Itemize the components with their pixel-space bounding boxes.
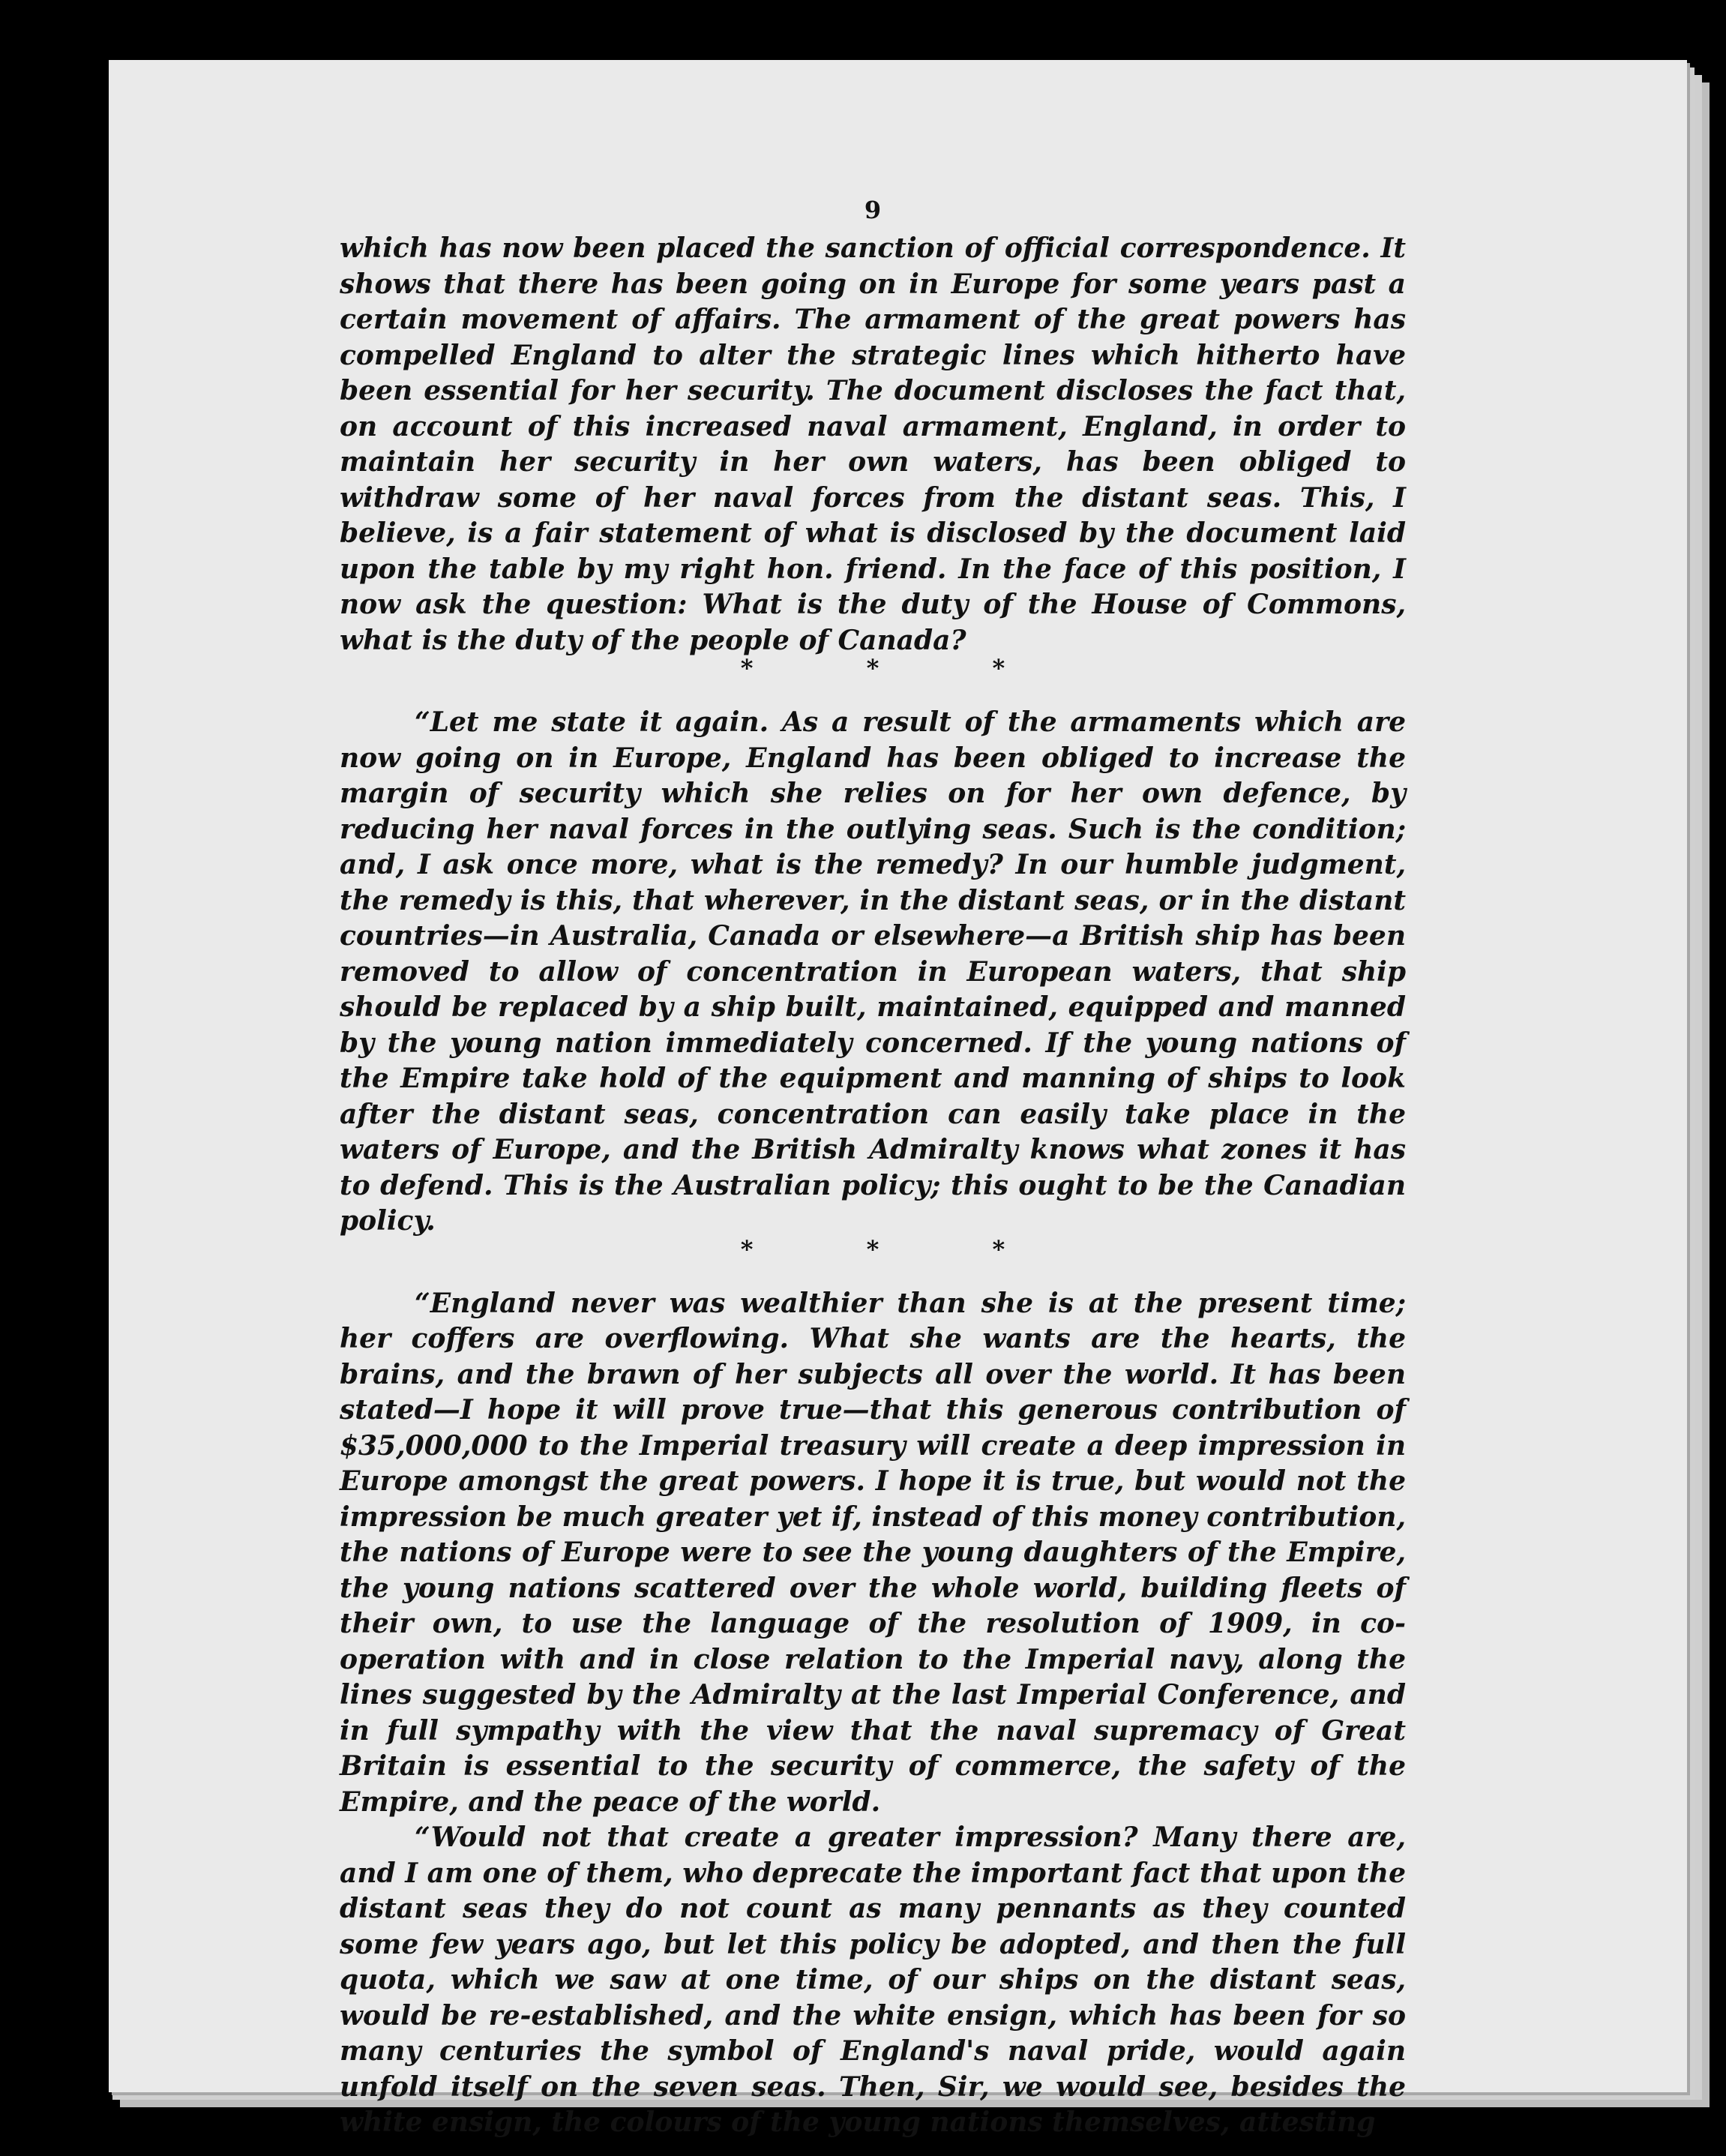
paragraph-4: “Would not that create a greater impression? Many there are, and I am one of them, who deprecate the important fact that upon the distant seas they do not count as many pennants as they counted some few years ago, but let this policy be adopted, and then the full quota, which we saw at one time, of our ships on the distant seas, would be re-established, and the white ensign, which has been for so many centuries the symbol of England's naval pride, would again unfold itself on the seven seas. Then, Sir, we would see, besides the white ensign, the colours of the young nations themselves, attesting [340,1822,1406,2138]
page-number: 9 [864,196,882,224]
paragraph-3: “England never was wealthier than she is at the present time; her coffers are overflowing. What she wants are the hearts, the brains, and the brawn of her subjects all over the world. It has been stated—I hope it will prove true—that this generous contribution of $35,000,000 to the Imperial treasury will create a deep impression in Europe amongst the great powers. I hope it is true, but would not the impression be much greater yet if, instead of this money contribution, the nations of Europe were to see the young daughters of the Empire, the young nations scattered over the whole world, building fleets of their own, to use the language of the resolution of 1909, in co-operation with and in close relation to the Imperial navy, along the lines suggested by the Admiralty at the last Imperial Conference, and in full sympathy with the view that the naval supremacy of Great Britain is essential to the security of commerce, the safety of the Empire, and the peace of the world. [340,1287,1406,1818]
paragraph-2: “Let me state it again. As a result of the armaments which are now going on in Europe, England has been obliged to increase the margin of security which she relies on for her own defence, by reducing her naval forces in the outlying seas. Such is the condition; and, I ask once more, what is the remedy? In our humble judgment, the remedy is this, that wherever, in the distant seas, or in the distant countries—in Australia, Canada or elsewhere—a British ship has been removed to allow of concentration in European waters, that ship should be replaced by a ship built, maintained, equipped and manned by the young nation immediately concerned. If the young nations of the Empire take hold of the equipment and manning of ships to look after the distant seas, concentration can easily take place in the waters of Europe, and the British Admiralty knows what zones it has to defend. This is the Australian policy; this ought to be the Canadian policy. [340,706,1406,1237]
section-separator-1: * * * [740,654,1058,682]
paragraph-1: which has now been placed the sanction of official correspondence. It shows that there has been going on in Europe for some years past a certain movement of affairs. The armament of the great powers has compelled England to alter the strategic lines which hitherto have been essential for her security. The document discloses the fact that, on account of this increased naval armament, England, in order to maintain her security in her own waters, has been obliged to withdraw some of her naval forces from the distant seas. This, I believe, is a fair statement of what is disclosed by the document laid upon the table by my right hon. friend. In the face of this position, I now ask the question: What is the duty of the House of Commons, what is the duty of the people of Canada? [340,232,1406,656]
section-separator-2: * * * [740,1234,1058,1264]
page-text [340,187,1406,2141]
